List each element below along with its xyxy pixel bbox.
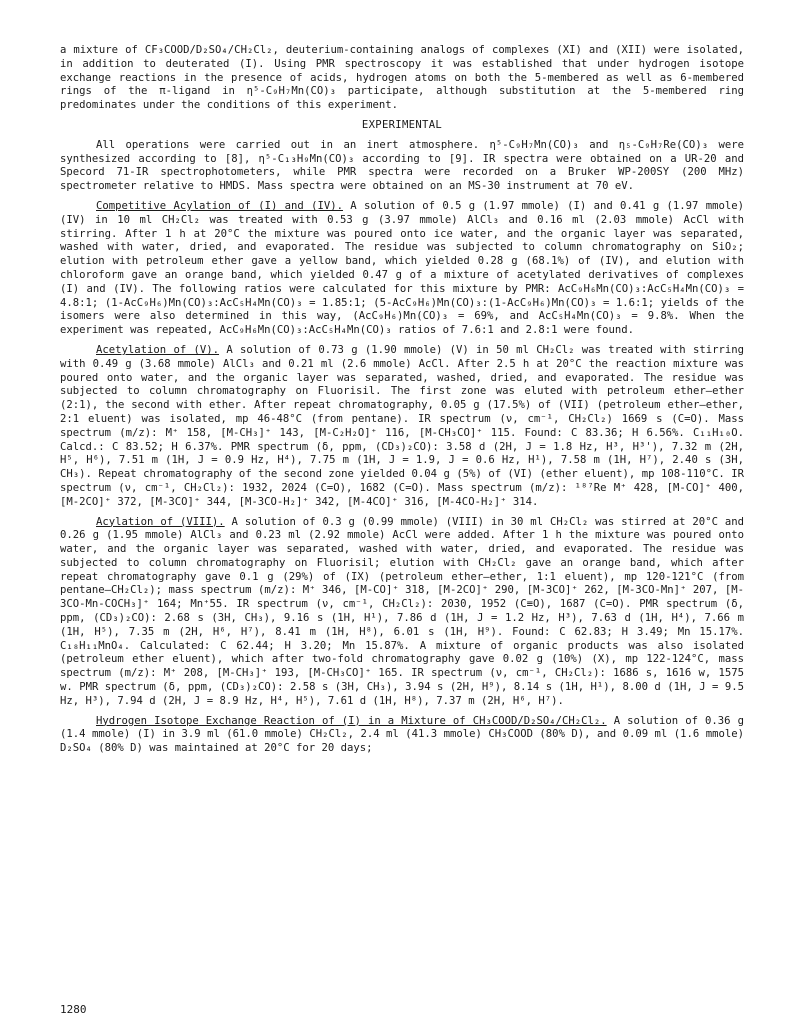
isotope-exchange-title: Hydrogen Isotope Exchange Reaction of (I) in a Mixture of CH₃COOD/D₂SO₄/CH₂Cl₂. xyxy=(96,714,607,727)
section-heading-experimental: EXPERIMENTAL xyxy=(361,118,443,131)
paper-page xyxy=(60,44,744,756)
general-methods-paragraph: All operations were carried out in an inert atmosphere. η⁵-C₉H₇Mn(CO)₃ and η₅-C₉H₇Re(CO)₃ were synthesized according to [8], η⁵-C₁₃H₉Mn(CO)₃ according to [9]. IR spectra were obtained on a UR-20 and Specord 71-IR spectrophotometers, while PMR spectra were recorded on a Bruker WP-200SY (200 MHz) spectrometer relative to HMDS. Mass spectra were obtained on an MS-30 instrument at 70 eV. xyxy=(60,138,744,193)
acylation-viii-body: A solution of 0.3 g (0.99 mmole) (VIII) in 30 ml CH₂Cl₂ was stirred at 20°C and 0.26 g (1.95 mmole) AlCl₃ and 0.23 ml (2.92 mmole) AcCl were added. After 1 h the mixture was poured onto water, and the organic layer was separated, washed with water, dried, and evaporated. The residue was subjected to column chromatography on Fluorisil; elution with CH₂Cl₂ gave an orange band, which after repeat chromatography gave 0.1 g (29%) of (IX) (petroleum ether–ether, 1:1 eluent), mp 120-121°C (from pentane–CH₂Cl₂); mass spectrum (m/z): M⁺ 346, [M-CO]⁺ 318, [M-2CO]⁺ 290, [M-3CO]⁺ 262, [M-3CO-Mn]⁺ 207, [M-3CO-Mn-COCH₃]⁺ 164; Mn⁺55. IR spectrum (ν, cm⁻¹, CH₂Cl₂): 2030, 1952 (C≡O), 1687 (C=O). PMR spectrum (δ, ppm, (CD₃)₂CO): 2.68 s (3H, CH₃), 9.16 s (1H, H¹), 7.86 d (1H, J = 1.2 Hz, H³), 7.63 d (1H, H⁴), 7.66 m (1H, H⁵), 7.35 m (2H, H⁶, H⁷), 8.41 m (1H, H⁸), 6.01 s (1H, H⁹). Found: C 62.83; H 3.49; Mn 15.17%. C₁₈H₁₁MnO₄. Calculated: C 62.44; H 3.20; Mn 15.87%. A mixture of organic products was also isolated (petroleum ether eluent), which after two-fold chromatography gave 0.02 g (10%) (X), mp 122-124°C, mass spectrum (m/z): M⁺ 208, [M-CH₃]⁺ 193, [M-CH₃CO]⁺ 165. IR spectrum (ν, cm⁻¹, CH₂Cl₂): 1686 s, 1616 w, 1575 w. PMR spectrum (δ, ppm, (CD₃)₂CO): 2.58 s (3H, CH₃), 3.94 s (2H, H⁹), 8.14 s (1H, H¹), 8.00 d (1H, J = 9.5 Hz, H³), 7.94 d (2H, J = 8.9 Hz, H⁴, H⁵), 7.61 d (1H, H⁸), 7.37 m (2H, H⁶, H⁷). xyxy=(60,515,744,707)
page-number: 1280 xyxy=(60,1003,87,1016)
acetylation-v-paragraph xyxy=(60,344,744,510)
competitive-acylation-paragraph xyxy=(60,200,744,338)
acylation-viii-paragraph xyxy=(60,516,744,709)
acetylation-v-body: A solution of 0.73 g (1.90 mmole) (V) in 50 ml CH₂Cl₂ was treated with stirring with 0.49 g (3.68 mmole) AlCl₃ and 0.21 ml (2.6 mmole) AcCl. After 2.5 h at 20°C the reaction mixture was poured onto water, and the organic layer was separated, washed, dried, and evaporated. The residue was subjected to column chromatography on Fluorisil. The first zone was eluted with petroleum ether–ether (2:1), the second with ether. After repeat chromatography, 0.05 g (17.5%) of (VII) (petroleum ether–ether, 2:1 eluent) was isolated, mp 46-48°C (from pentane). IR spectrum (ν, cm⁻¹, CH₂Cl₂) 1669 s (C=O). Mass spectrum (m/z): M⁺ 158, [M-CH₃]⁺ 143, [M-C₂H₂O]⁺ 116, [M-CH₃CO]⁺ 115. Found: C 83.36; H 6.56%. C₁₁H₁₀O. Calcd.: C 83.52; H 6.37%. PMR spectrum (δ, ppm, (CD₃)₂CO): 3.58 d (2H, J = 1.8 Hz, H³, H³'), 7.32 m (2H, H⁵, H⁶), 7.51 m (1H, J = 0.9 Hz, H⁴), 7.75 m (1H, J = 1.9, J = 0.6 Hz, H¹), 7.58 m (1H, H⁷), 2.40 s (3H, CH₃). Repeat chromatography of the second zone yielded 0.04 g (5%) of (VI) (ether eluent), mp 108-110°C. IR spectrum (ν, cm⁻¹, CH₂Cl₂): 1932, 2024 (C=O), 1682 (C=O). Mass spectrum (m/z): ¹⁸⁷Re M⁺ 428, [M-CO]⁺ 400, [M-2CO]⁺ 372, [M-3CO]⁺ 344, [M-3CO-H₂]⁺ 342, [M-4CO]⁺ 316, [M-4CO-H₂]⁺ 314. xyxy=(60,343,744,508)
isotope-exchange-paragraph xyxy=(60,715,744,756)
intro-paragraph: a mixture of CF₃COOD/D₂SO₄/CH₂Cl₂, deuterium-containing analogs of complexes (XI) and (XII) were isolated, in addition to deuterated (I). Using PMR spectroscopy it was established that under hydrogen isotope exchange reactions in the presence of acids, hydrogen atoms on both the 5-membered as well as 6-membered rings of the π-ligand in η⁵-C₉H₇Mn(CO)₃ participate, although substitution at the 5-membered ring predominates under the conditions of this experiment. xyxy=(60,44,744,112)
acylation-viii-title: Acylation of (VIII). xyxy=(96,515,225,528)
competitive-acylation-title: Competitive Acylation of (I) and (IV). xyxy=(96,199,343,212)
acetylation-v-title: Acetylation of (V). xyxy=(96,343,220,356)
isotope-exchange-body: A solution of 0.36 g (1.4 mmole) (I) in 3.9 ml (61.0 mmole) CH₂Cl₂, 2.4 ml (41.3 mmole) CH₃COOD (80% D), and 0.09 ml (1.6 mmole) D₂SO₄ (80% D) was maintained at 20°C for 20 days; xyxy=(60,714,744,755)
competitive-acylation-body: A solution of 0.5 g (1.97 mmole) (I) and 0.41 g (1.97 mmole) (IV) in 10 ml CH₂Cl₂ was treated with 0.53 g (3.97 mmole) AlCl₃ and 0.16 ml (2.03 mmole) AcCl with stirring. After 1 h at 20°C the mixture was poured onto ice water, and the organic layer was separated, washed with water, dried, and evaporated. The residue was subjected to column chromatography on SiO₂; elution with petroleum ether gave a yellow band, which yielded 0.28 g (68.1%) of (IV), and elution with chloroform gave an orange band, which yielded 0.47 g of a mixture of acetylated derivatives of complexes (I) and (IV). The following ratios were calculated for this mixture by PMR: AcC₉H₆Mn(CO)₃:AcC₅H₄Mn(CO)₃ = 4.8:1; (1-AcC₉H₆)Mn(CO)₃:AcC₅H₄Mn(CO)₃ = 1.85:1; (5-AcC₉H₆)Mn(CO)₃:(1-AcC₉H₆)Mn(CO)₃ = 1.6:1; yields of the isomers were also determined in this way, (AcC₉H₆)Mn(CO)₃ = 69%, and AcC₅H₄Mn(CO)₃ = 9.8%. When the experiment was repeated, AcC₉H₆Mn(CO)₃:AcC₅H₄Mn(CO)₃ ratios of 7.6:1 and 2.8:1 were found. xyxy=(60,199,744,337)
